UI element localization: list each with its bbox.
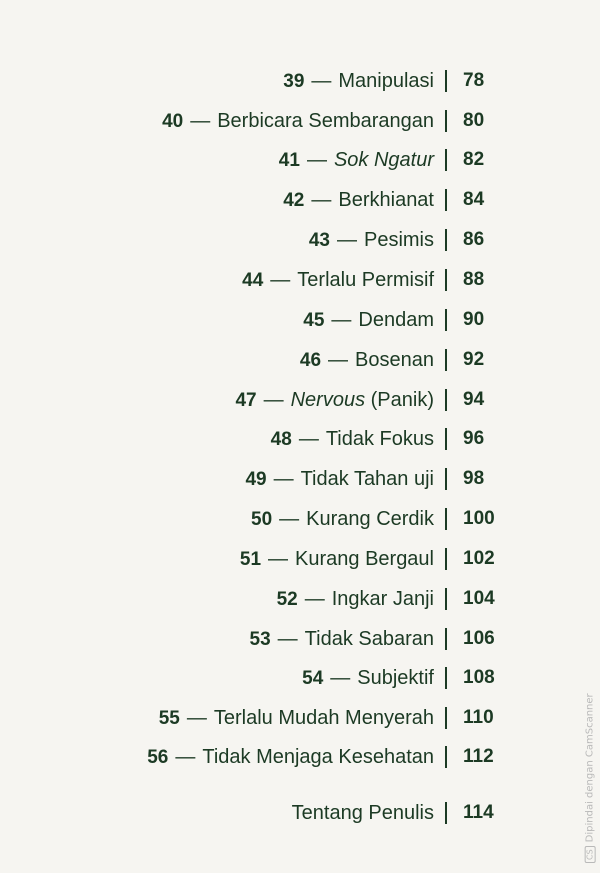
toc-row (0, 185, 600, 215)
chapter-title: Ingkar Janji (331, 588, 434, 610)
toc-row (0, 424, 600, 454)
chapter-title: Manipulasi (338, 70, 434, 92)
toc-row (0, 464, 600, 494)
dash: — (277, 628, 298, 650)
toc-entry (242, 265, 434, 295)
dash: — (186, 707, 207, 729)
toc-row (0, 663, 600, 693)
toc-entry (147, 742, 434, 772)
page-number: 106 (463, 628, 495, 649)
page-number: 100 (463, 508, 495, 529)
separator (445, 70, 447, 92)
chapter-number: 55 (158, 708, 180, 729)
chapter-title: Terlalu Mudah Menyerah (213, 707, 434, 729)
toc-entry (277, 584, 434, 614)
page-number: 110 (463, 707, 494, 728)
toc-entry (159, 703, 434, 733)
dash: — (330, 667, 351, 689)
chapter-number: 40 (162, 111, 184, 132)
toc-row (0, 703, 600, 733)
separator (445, 667, 447, 689)
dash: — (311, 70, 332, 92)
dash: — (279, 508, 300, 530)
toc-entry (302, 663, 434, 693)
toc-entry (300, 345, 434, 375)
chapter-number: 47 (235, 390, 257, 411)
page-number: 114 (463, 802, 494, 823)
toc-entry (235, 385, 434, 415)
separator (445, 428, 447, 450)
chapter-number: 53 (249, 629, 271, 650)
toc-row-author (0, 798, 600, 828)
chapter-title: Tidak Menjaga Kesehatan (202, 746, 434, 768)
chapter-title (291, 389, 434, 411)
toc-entry (162, 106, 434, 136)
chapter-number: 52 (276, 589, 298, 610)
toc-row (0, 106, 600, 136)
toc-entry (271, 424, 434, 454)
toc-row (0, 305, 600, 335)
dash: — (328, 349, 349, 371)
chapter-number: 54 (302, 668, 324, 689)
chapter-title: Kurang Cerdik (306, 508, 434, 530)
separator (445, 349, 447, 371)
scanner-watermark (585, 693, 596, 863)
page-number: 84 (463, 189, 485, 210)
separator (445, 628, 447, 650)
dash: — (270, 269, 291, 291)
scanner-text: Dipindai dengan CamScanner (585, 693, 596, 843)
toc-row (0, 385, 600, 415)
chapter-title: Tidak Fokus (325, 428, 434, 450)
chapter-number: 50 (251, 509, 273, 530)
dash: — (263, 389, 284, 411)
chapter-number: 44 (242, 270, 264, 291)
page-number: 102 (463, 548, 495, 569)
page-number: 96 (463, 428, 485, 449)
page-number: 104 (463, 588, 495, 609)
toc-entry (283, 66, 434, 96)
separator (445, 269, 447, 291)
dash: — (190, 110, 211, 132)
chapter-title: Terlalu Permisif (297, 269, 434, 291)
camscanner-logo-icon: CS (585, 846, 596, 863)
toc-entry (279, 145, 434, 175)
page-number: 88 (463, 269, 485, 290)
toc-entry (283, 185, 434, 215)
chapter-title-rest: (Panik) (365, 389, 434, 411)
chapter-title: Berbicara Sembarangan (217, 110, 434, 132)
toc-entry (309, 225, 434, 255)
dash: — (175, 746, 196, 768)
chapter-number: 49 (245, 469, 267, 490)
separator (445, 588, 447, 610)
toc-entry (303, 305, 434, 335)
toc-row (0, 265, 600, 295)
chapter-number: 43 (308, 230, 330, 251)
chapter-title: Kurang Bergaul (295, 548, 434, 570)
dash: — (298, 428, 319, 450)
chapter-number: 56 (147, 747, 169, 768)
page-number: 90 (463, 309, 485, 330)
dash: — (331, 309, 352, 331)
chapter-title: Berkhianat (338, 189, 434, 211)
toc-entry (240, 544, 434, 574)
dash: — (336, 229, 357, 251)
toc-row (0, 66, 600, 96)
separator (445, 508, 447, 530)
page-number: 108 (463, 667, 495, 688)
separator (445, 309, 447, 331)
toc-row (0, 145, 600, 175)
toc-row (0, 225, 600, 255)
separator (445, 389, 447, 411)
separator (445, 548, 447, 570)
chapter-number: 45 (303, 310, 325, 331)
chapter-title-italic: Nervous (290, 389, 366, 411)
page-number: 86 (463, 229, 485, 250)
separator (445, 189, 447, 211)
chapter-title: Bosenan (355, 349, 434, 371)
page-number: 82 (463, 149, 485, 170)
dash: — (304, 588, 325, 610)
page-number: 78 (463, 70, 485, 91)
toc-row (0, 742, 600, 772)
chapter-number: 42 (283, 190, 305, 211)
separator (445, 468, 447, 490)
separator (445, 746, 447, 768)
chapter-title: Sok Ngatur (333, 149, 434, 171)
chapter-title: Tidak Sabaran (304, 628, 434, 650)
toc-row (0, 345, 600, 375)
page-number: 80 (463, 110, 485, 131)
separator (445, 802, 447, 824)
dash: — (268, 548, 289, 570)
toc-entry (250, 624, 434, 654)
dash: — (306, 149, 327, 171)
author-section-title: Tentang Penulis (291, 802, 434, 824)
page-number: 98 (463, 468, 485, 489)
toc-entry (292, 798, 434, 828)
toc-row (0, 504, 600, 534)
page-number: 112 (463, 746, 494, 767)
toc-row (0, 544, 600, 574)
toc-entry (245, 464, 434, 494)
toc-row (0, 584, 600, 614)
separator (445, 229, 447, 251)
dash: — (311, 189, 332, 211)
chapter-number: 41 (278, 150, 300, 171)
chapter-number: 46 (299, 350, 322, 371)
chapter-title: Subjektif (357, 667, 434, 689)
page-number: 94 (463, 389, 485, 410)
page-number: 92 (463, 349, 485, 370)
chapter-number: 51 (239, 549, 262, 570)
separator (445, 110, 447, 132)
toc-row (0, 624, 600, 654)
dash: — (273, 468, 294, 490)
separator (445, 707, 447, 729)
chapter-number: 39 (283, 71, 305, 92)
separator (445, 149, 447, 171)
toc-entry (251, 504, 434, 534)
chapter-title: Pesimis (363, 229, 434, 251)
chapter-title: Tidak Tahan uji (300, 468, 434, 490)
chapter-title: Dendam (358, 309, 434, 331)
chapter-number: 48 (270, 429, 292, 450)
